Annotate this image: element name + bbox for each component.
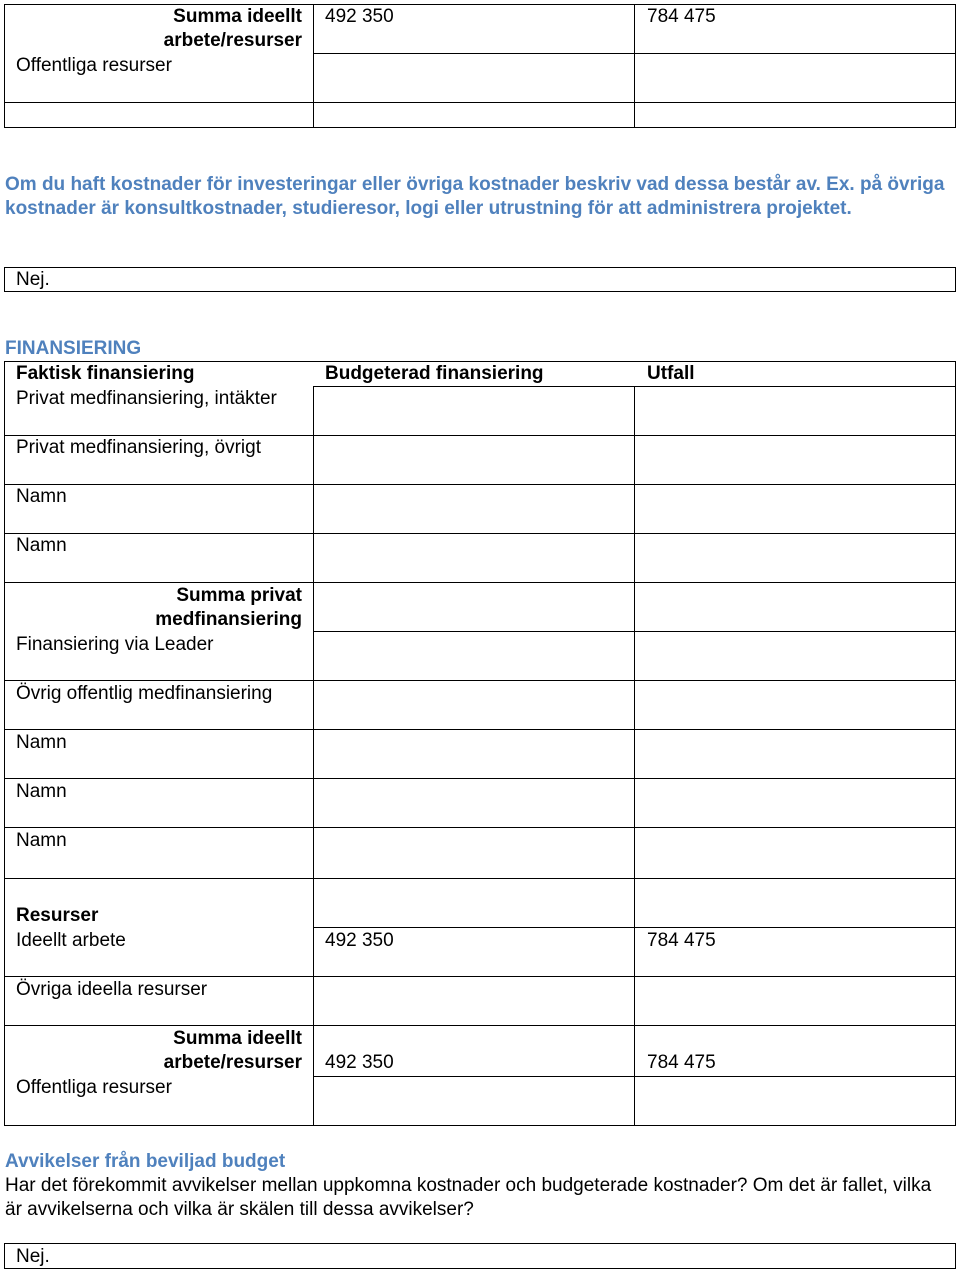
col-header-faktisk: Faktisk finansiering [16,363,195,384]
investeringar-answer: Nej. [16,269,50,290]
col-header-budgeterad: Budgeterad finansiering [325,363,544,384]
avvikelser-answer-box[interactable] [4,1243,956,1269]
row-namn-1: Namn [16,486,67,507]
finansiering-heading: FINANSIERING [5,338,142,359]
offentliga-resurser-label: Offentliga resurser [16,55,172,76]
row-resurser: Resurser [16,905,99,926]
row-namn-4: Namn [16,781,67,802]
summa-ideellt-label-2: arbete/resurser [163,30,302,51]
summa-ideellt-label-1: Summa ideellt [173,6,302,27]
row-offentliga-resurser: Offentliga resurser [16,1077,172,1098]
ideellt-arbete-budget: 492 350 [325,930,394,951]
row-summa-privat-1: Summa privat [176,585,302,606]
row-namn-5: Namn [16,830,67,851]
row-summa-ideellt-2: arbete/resurser [163,1052,302,1073]
summa-ideellt-budget-2: 492 350 [325,1052,394,1073]
row-ovriga-ideella: Övriga ideella resurser [16,979,208,1000]
row-summa-privat-2: medfinansiering [155,609,302,630]
finansiering-table-frame [4,361,956,1126]
row-ovrig-offentlig: Övrig offentlig medfinansiering [16,683,273,704]
col-header-utfall: Utfall [647,363,695,384]
row-ideellt-arbete: Ideellt arbete [16,930,126,951]
row-summa-ideellt-1: Summa ideellt [173,1028,302,1049]
avvikelser-answer: Nej. [16,1246,50,1267]
row-leader: Finansiering via Leader [16,634,214,655]
row-namn-2: Namn [16,535,67,556]
avvikelser-question: Har det förekommit avvikelser mellan uppkomna kostnader och budgeterade kostnader? Om det är fallet, vilka är avvikelserna och vilka är skälen till dessa avvikelser? [5,1175,932,1220]
summa-ideellt-utfall: 784 475 [647,6,716,27]
ideellt-arbete-utfall: 784 475 [647,930,716,951]
investeringar-answer-box[interactable] [4,267,956,292]
row-privat-intakter: Privat medfinansiering, intäkter [16,388,277,409]
row-privat-ovrigt: Privat medfinansiering, övrigt [16,437,261,458]
summa-ideellt-utfall-2: 784 475 [647,1052,716,1073]
avvikelser-heading: Avvikelser från beviljad budget [5,1151,286,1172]
row-namn-3: Namn [16,732,67,753]
summa-ideellt-budget: 492 350 [325,6,394,27]
investeringar-question: Om du haft kostnader för investeringar eller övriga kostnader beskriv vad dessa består av. Ex. på övriga kostnader är konsultkostnader, studieresor, logi eller utrustning för att administrera projektet. [5,174,945,219]
